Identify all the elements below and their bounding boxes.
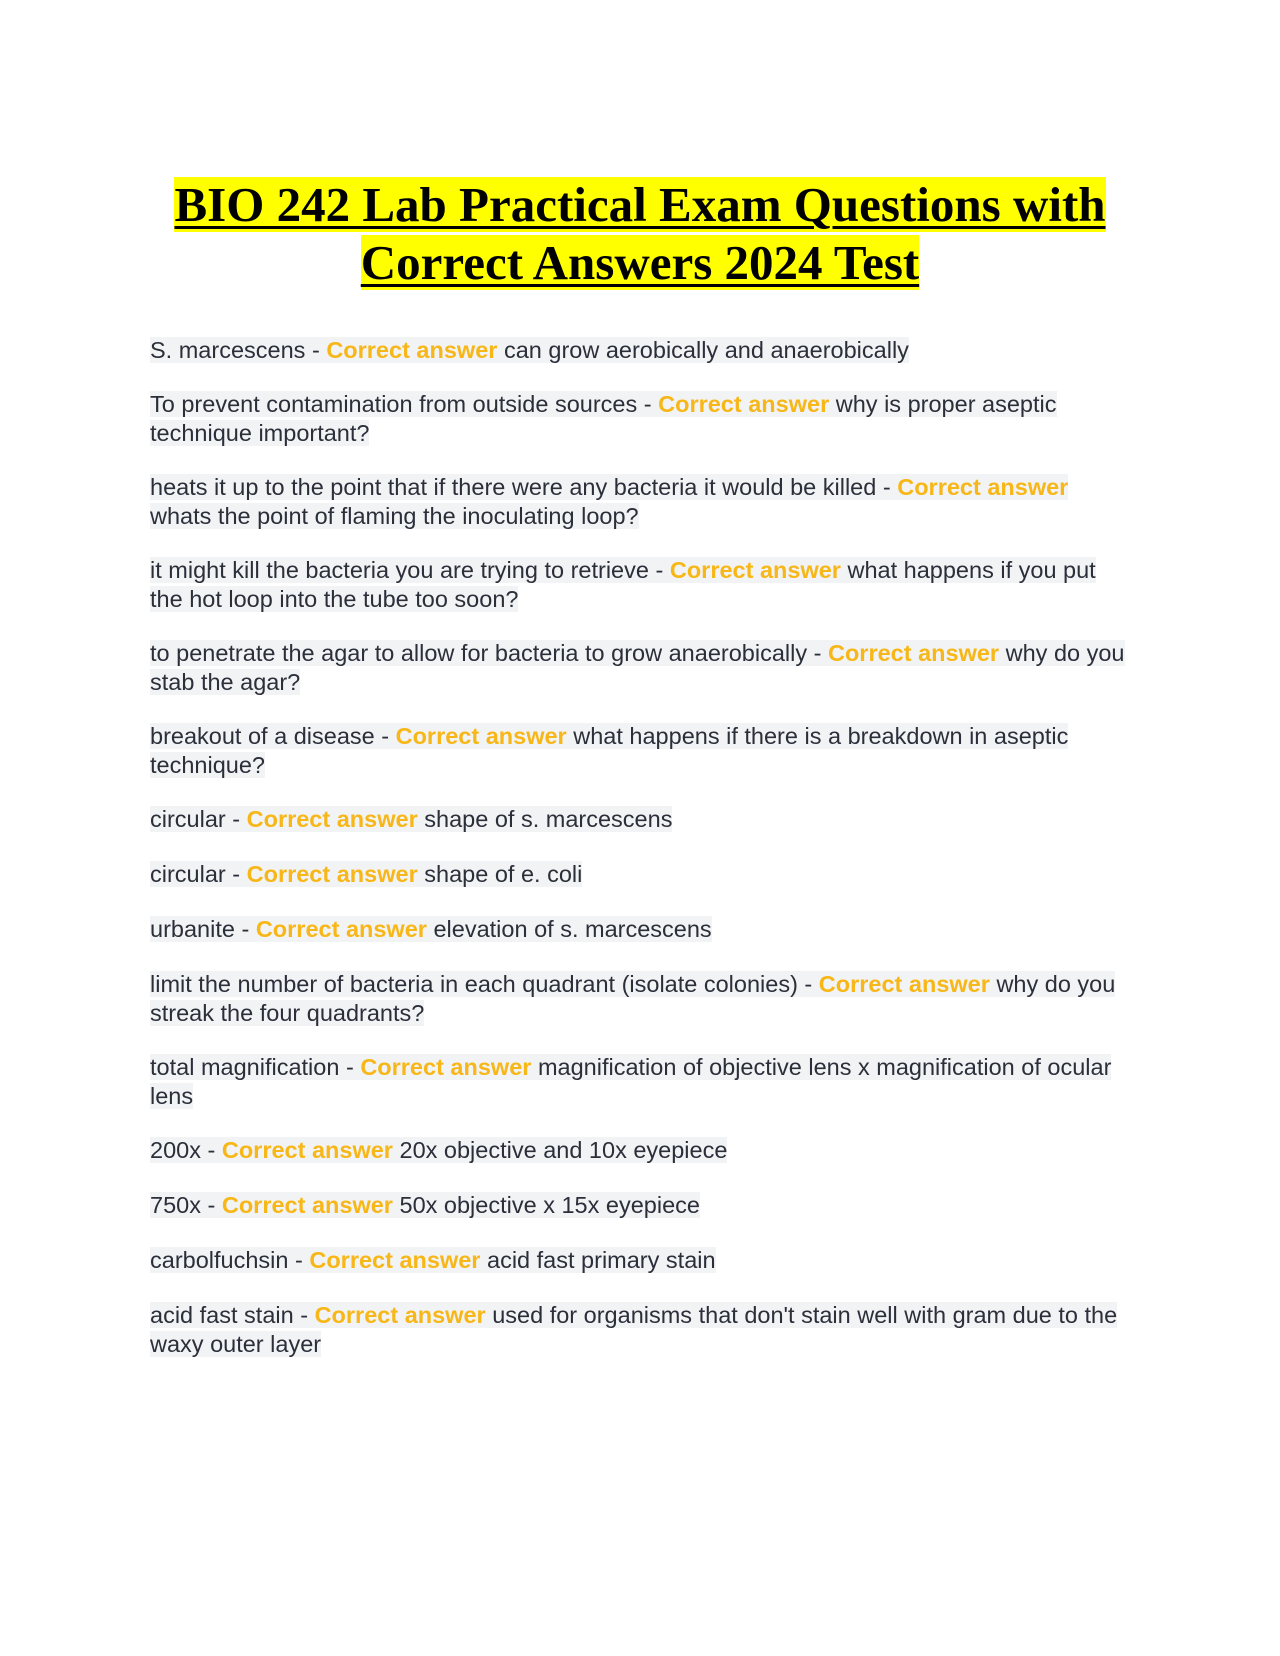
qa-term: 750x bbox=[150, 1192, 201, 1218]
qa-item bbox=[150, 1136, 1130, 1165]
qa-answer: what happens if you put the hot loop into the tube too soon? bbox=[150, 557, 1096, 612]
qa-term: urbanite bbox=[150, 916, 235, 942]
qa-answer: can grow aerobically and anaerobically bbox=[503, 337, 909, 363]
correct-answer-label: Correct answer bbox=[221, 1137, 393, 1163]
qa-term: heats it up to the point that if there were any bacteria it would be killed bbox=[150, 474, 877, 500]
correct-answer-label: Correct answer bbox=[326, 337, 498, 363]
qa-term: circular bbox=[150, 806, 226, 832]
qa-answer: why is proper aseptic technique important? bbox=[150, 391, 1057, 446]
qa-item bbox=[150, 556, 1130, 613]
qa-separator: - bbox=[797, 971, 819, 997]
qa-answer: why do you stab the agar? bbox=[150, 640, 1125, 695]
qa-answer: shape of s. marcescens bbox=[424, 806, 673, 832]
qa-separator: - bbox=[374, 723, 396, 749]
qa-separator: - bbox=[200, 1192, 222, 1218]
qa-answer: what happens if there is a breakdown in aseptic technique? bbox=[150, 723, 1069, 778]
qa-item bbox=[150, 860, 1130, 889]
qa-answer: 20x objective and 10x eyepiece bbox=[399, 1137, 728, 1163]
qa-item bbox=[150, 915, 1130, 944]
correct-answer-label: Correct answer bbox=[669, 557, 841, 583]
qa-term: to penetrate the agar to allow for bacteria to grow anaerobically bbox=[150, 640, 808, 666]
qa-term: S. marcescens bbox=[150, 337, 306, 363]
qa-answer: acid fast primary stain bbox=[487, 1247, 716, 1273]
qa-term: limit the number of bacteria in each quadrant (isolate colonies) bbox=[150, 971, 798, 997]
qa-item bbox=[150, 1191, 1130, 1220]
qa-item bbox=[150, 970, 1130, 1027]
correct-answer-label: Correct answer bbox=[246, 861, 418, 887]
qa-answer: used for organisms that don't stain well with gram due to the waxy outer layer bbox=[150, 1302, 1118, 1357]
correct-answer-label: Correct answer bbox=[818, 971, 990, 997]
qa-item bbox=[150, 639, 1130, 696]
correct-answer-label: Correct answer bbox=[658, 391, 830, 417]
qa-answer: elevation of s. marcescens bbox=[433, 916, 712, 942]
qa-term: it might kill the bacteria you are trying to retrieve bbox=[150, 557, 649, 583]
qa-item bbox=[150, 1053, 1130, 1110]
qa-term: To prevent contamination from outside sources bbox=[150, 391, 638, 417]
qa-separator: - bbox=[234, 916, 256, 942]
qa-separator: - bbox=[293, 1302, 315, 1328]
qa-separator: - bbox=[305, 337, 327, 363]
qa-separator: - bbox=[637, 391, 659, 417]
qa-term: acid fast stain bbox=[150, 1302, 294, 1328]
title-line-1: BIO 242 Lab Practical Exam Questions with bbox=[174, 177, 1106, 232]
qa-separator: - bbox=[225, 806, 247, 832]
correct-answer-label: Correct answer bbox=[360, 1054, 532, 1080]
qa-answer: shape of e. coli bbox=[424, 861, 583, 887]
qa-separator: - bbox=[225, 861, 247, 887]
qa-term: circular bbox=[150, 861, 226, 887]
correct-answer-label: Correct answer bbox=[827, 640, 1000, 666]
qa-item bbox=[150, 336, 1130, 365]
qa-item bbox=[150, 722, 1130, 779]
correct-answer-label: Correct answer bbox=[255, 916, 427, 942]
correct-answer-label: Correct answer bbox=[314, 1302, 486, 1328]
title-line-2: Correct Answers 2024 Test bbox=[360, 235, 920, 290]
qa-separator: - bbox=[876, 474, 898, 500]
correct-answer-label: Correct answer bbox=[246, 806, 418, 832]
qa-item bbox=[150, 1301, 1130, 1358]
qa-answer: why do you streak the four quadrants? bbox=[150, 971, 1116, 1026]
qa-term: total magnification bbox=[150, 1054, 340, 1080]
correct-answer-label: Correct answer bbox=[221, 1192, 393, 1218]
qa-answer: 50x objective x 15x eyepiece bbox=[399, 1192, 700, 1218]
correct-answer-label: Correct answer bbox=[395, 723, 567, 749]
qa-term: breakout of a disease bbox=[150, 723, 375, 749]
qa-separator: - bbox=[807, 640, 828, 666]
qa-term: carbolfuchsin bbox=[150, 1247, 289, 1273]
qa-item bbox=[150, 805, 1130, 834]
qa-item bbox=[150, 390, 1130, 447]
qa-item bbox=[150, 473, 1130, 530]
qa-separator: - bbox=[339, 1054, 361, 1080]
qa-item bbox=[150, 1246, 1130, 1275]
qa-separator: - bbox=[288, 1247, 310, 1273]
document-title bbox=[100, 176, 1180, 292]
correct-answer-label: Correct answer bbox=[897, 474, 1069, 500]
qa-answer: magnification of objective lens x magnification of ocular lens bbox=[150, 1054, 1112, 1109]
qa-separator: - bbox=[648, 557, 670, 583]
correct-answer-label: Correct answer bbox=[309, 1247, 481, 1273]
qa-term: 200x bbox=[150, 1137, 201, 1163]
qa-answer: whats the point of flaming the inoculating loop? bbox=[150, 502, 639, 529]
qa-separator: - bbox=[200, 1137, 222, 1163]
